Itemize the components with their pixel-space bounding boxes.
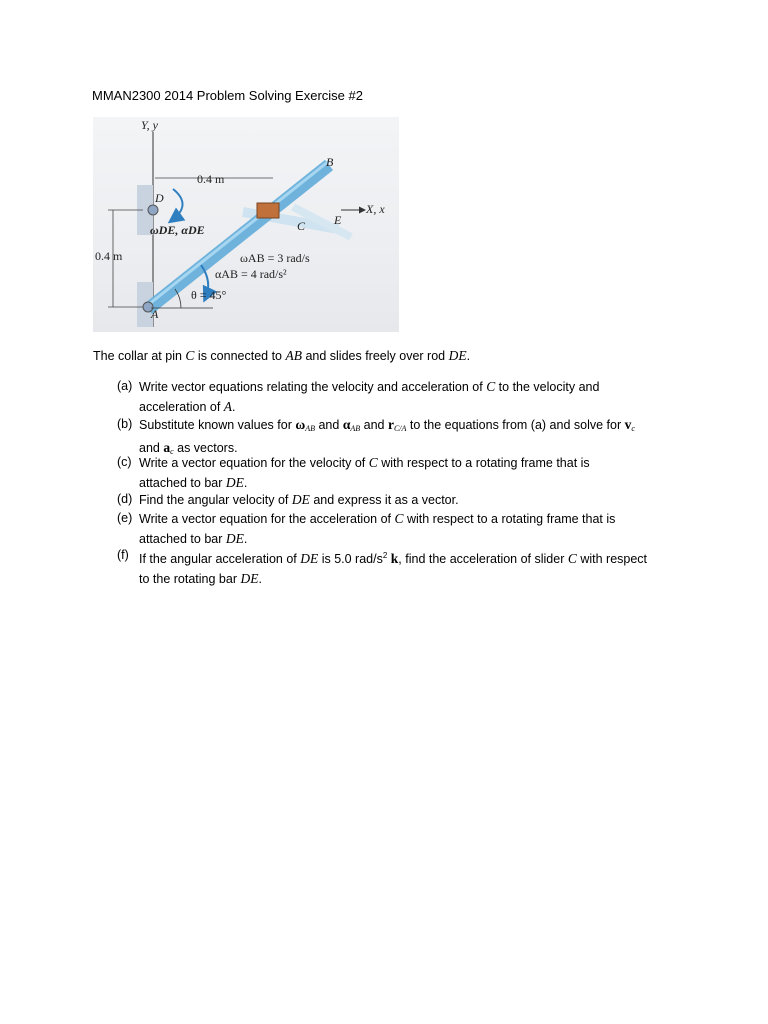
pin-d: [148, 205, 158, 215]
omega-de-arrow: [171, 189, 183, 221]
label-y-axis: Y, y: [141, 118, 158, 132]
question-label: (e): [117, 511, 133, 525]
question-label: (f): [117, 548, 129, 562]
label-c: C: [297, 219, 306, 233]
mechanism-drawing: [93, 117, 399, 332]
label-b: B: [326, 155, 334, 169]
label-theta: θ = 45°: [191, 288, 227, 302]
label-dim-top: 0.4 m: [197, 172, 225, 186]
label-e: E: [334, 213, 342, 227]
collar-c: [257, 203, 279, 218]
label-x-axis: X, x: [366, 202, 385, 216]
question-label: (a): [117, 379, 133, 393]
mechanism-figure: [93, 117, 399, 332]
label-omega-ab: ωAB = 3 rad/s: [240, 251, 310, 265]
label-alpha-ab: αAB = 4 rad/s²: [215, 267, 287, 281]
label-dim-left: 0.4 m: [95, 249, 123, 263]
question-label: (c): [117, 455, 132, 469]
page-title: MMAN2300 2014 Problem Solving Exercise #2: [92, 88, 363, 103]
label-a: A: [151, 307, 159, 321]
label-omega-alpha-de: ωDE, αDE: [150, 223, 205, 237]
label-d: D: [155, 191, 164, 205]
intro-paragraph: The collar at pin C is connected to AB and slides freely over rod DE.: [93, 348, 471, 363]
question-label: (b): [117, 417, 133, 431]
question-label: (d): [117, 492, 133, 506]
